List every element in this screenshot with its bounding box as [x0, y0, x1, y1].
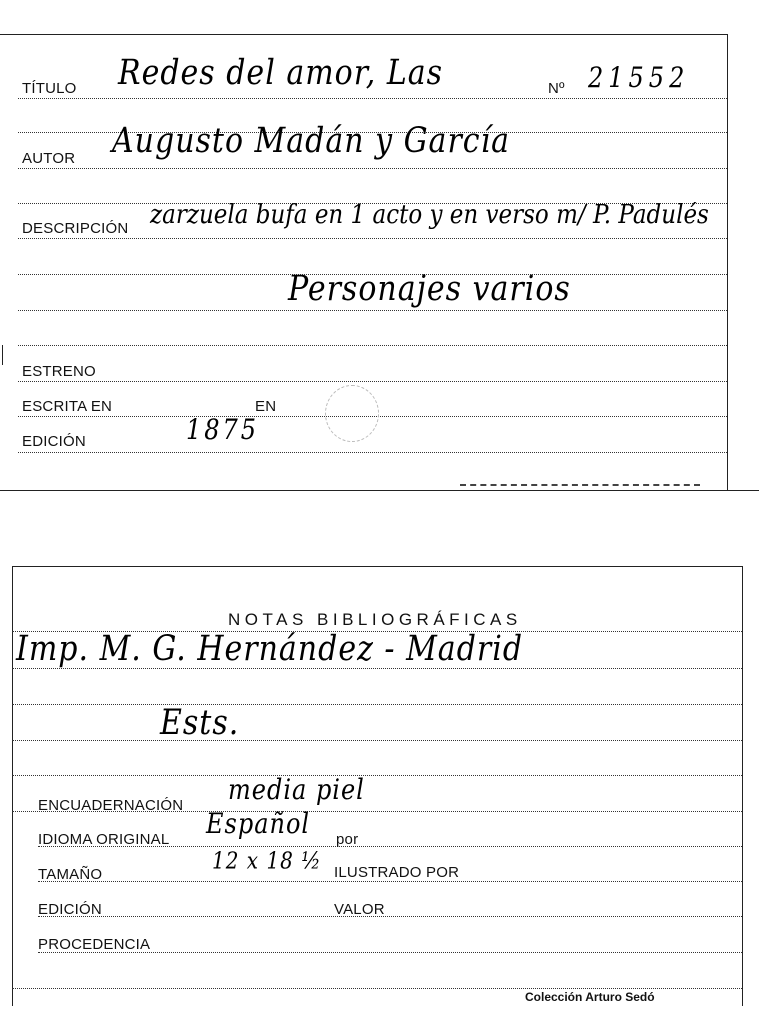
rule-line [12, 704, 742, 705]
edicion-label: EDICIÓN [22, 433, 86, 450]
catalog-card-main [0, 0, 759, 500]
rule-line [18, 310, 727, 311]
autor-value: Augusto Madán y García [112, 120, 511, 161]
rule-line [12, 988, 742, 989]
faint-stamp-mark [325, 385, 379, 442]
valor-label: VALOR [334, 901, 385, 918]
card-bottom-border [0, 490, 759, 491]
card-top-border [12, 566, 742, 567]
tamano-label: TAMAÑO [38, 866, 103, 883]
rule-line [18, 381, 727, 382]
edicion-value: 1875 [186, 413, 260, 446]
rule-line [18, 452, 727, 453]
catalog-card-notes [0, 500, 759, 1028]
edicion-label: EDICIÓN [38, 901, 102, 918]
en-label: EN [255, 398, 277, 415]
rule-line [18, 168, 727, 169]
rule-line [38, 881, 742, 882]
collection-footer: Colección Arturo Sedó [525, 990, 655, 1004]
notes-line-1: Imp. M. G. Hernández - Madrid [16, 628, 524, 669]
rule-line [38, 916, 742, 917]
autor-label: AUTOR [22, 150, 76, 167]
titulo-label: TÍTULO [22, 80, 77, 97]
escrita-en-label: ESCRITA EN [22, 398, 113, 415]
por-label: por [336, 831, 359, 848]
numero-value: 21552 [588, 61, 690, 94]
descripcion-value: zarzuela bufa en 1 acto y en verso m/ P. Padulés [150, 200, 709, 230]
card-top-border [0, 34, 727, 35]
rule-line [18, 345, 727, 346]
rule-line [18, 98, 727, 99]
rule-line [12, 775, 742, 776]
descripcion-label: DESCRIPCIÓN [22, 220, 129, 237]
card-right-border [742, 566, 743, 1006]
titulo-value: Redes del amor, Las [118, 52, 444, 93]
procedencia-label: PROCEDENCIA [38, 936, 151, 953]
rule-line [18, 238, 727, 239]
card-left-mark [2, 345, 3, 365]
numero-label: Nº [548, 80, 565, 97]
estreno-label: ESTRENO [22, 363, 96, 380]
rule-line [12, 740, 742, 741]
encuadernacion-label: ENCUADERNACIÓN [38, 797, 184, 814]
notas-heading: NOTAS BIBLIOGRÁFICAS [228, 610, 522, 629]
ilustrado-label: ILUSTRADO POR [334, 864, 460, 881]
bottom-dash-mark [460, 484, 700, 486]
card-right-border [727, 34, 728, 490]
notes-line-2: Ests. [160, 702, 240, 743]
card-left-border [12, 566, 13, 1006]
idioma-value: Español [206, 807, 311, 840]
encuadernacion-value: media piel [228, 773, 365, 806]
idioma-label: IDIOMA ORIGINAL [38, 831, 170, 848]
descripcion-value-2: Personajes varios [288, 268, 571, 309]
tamano-value: 12 x 18 ½ [212, 846, 322, 874]
